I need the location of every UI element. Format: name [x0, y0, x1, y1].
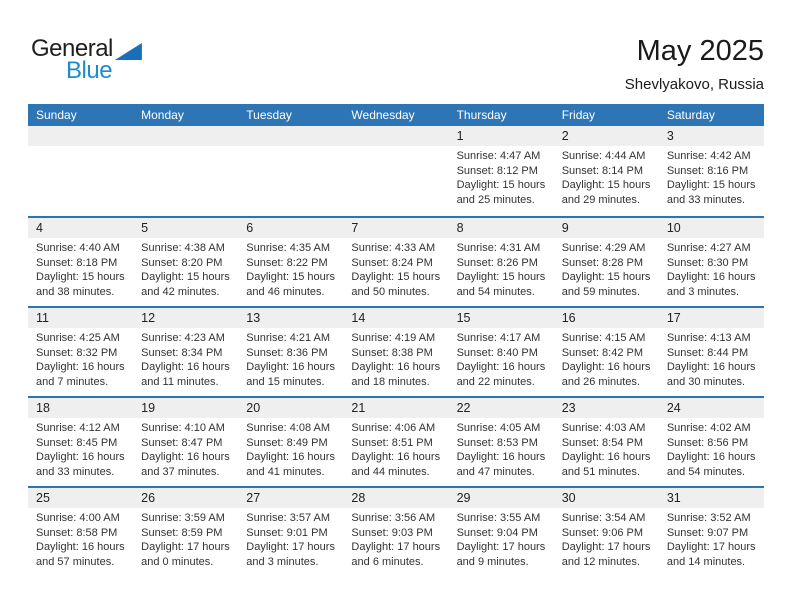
sunrise-text: Sunrise: 4:13 AM [666, 332, 751, 344]
day-cell-24 [659, 398, 764, 486]
day-cell-19 [133, 398, 238, 486]
daylight-text: Daylight: 15 hours and 46 minutes. [246, 271, 335, 298]
sunset-text: Sunset: 8:45 PM [36, 436, 118, 449]
sunset-text: Sunset: 8:38 PM [351, 346, 433, 359]
daylight-text: Daylight: 15 hours and 54 minutes. [456, 271, 546, 298]
daylight-text: Daylight: 16 hours and 51 minutes. [561, 451, 651, 478]
daylight-text: Daylight: 17 hours and 12 minutes. [561, 541, 651, 568]
daylight-text: Daylight: 16 hours and 37 minutes. [141, 451, 230, 478]
day-number: 27 [238, 488, 343, 508]
day-details [238, 328, 343, 389]
sunset-text: Sunset: 8:44 PM [666, 346, 749, 359]
sunrise-text: Sunrise: 3:54 AM [561, 512, 646, 524]
day-number: 25 [28, 488, 133, 508]
day-cell-22 [449, 398, 554, 486]
daylight-text: Daylight: 16 hours and 7 minutes. [36, 361, 125, 388]
logo-text-blue: Blue [66, 57, 113, 84]
sunset-text: Sunset: 9:07 PM [666, 526, 749, 539]
day-number: 8 [449, 218, 554, 238]
day-number: 20 [238, 398, 343, 418]
day-details [449, 238, 554, 299]
day-details [554, 328, 659, 389]
sunset-text: Sunset: 8:34 PM [141, 346, 223, 359]
day-number: 24 [659, 398, 764, 418]
day-details [28, 328, 133, 389]
location-subtitle: Shevlyakovo, Russia [624, 75, 764, 93]
day-cell-empty [343, 126, 448, 216]
daylight-text: Daylight: 15 hours and 29 minutes. [561, 179, 651, 206]
sunrise-text: Sunrise: 4:23 AM [141, 332, 225, 344]
day-number: 18 [28, 398, 133, 418]
day-cell-9 [554, 218, 659, 306]
day-cell-5 [133, 218, 238, 306]
week-row [28, 486, 764, 576]
weekday-header-tuesday: Tuesday [246, 108, 292, 122]
day-cell-12 [133, 308, 238, 396]
sunrise-text: Sunrise: 4:08 AM [246, 422, 331, 434]
day-cell-6 [238, 218, 343, 306]
day-number: 3 [659, 126, 764, 146]
day-details [554, 418, 659, 479]
day-details [449, 146, 554, 207]
day-number: 12 [133, 308, 238, 328]
day-number: 1 [449, 126, 554, 146]
sunrise-text: Sunrise: 4:17 AM [456, 332, 541, 344]
sunset-text: Sunset: 9:01 PM [246, 526, 328, 539]
daylight-text: Daylight: 15 hours and 25 minutes. [456, 179, 546, 206]
daylight-text: Daylight: 16 hours and 54 minutes. [666, 451, 756, 478]
sunset-text: Sunset: 8:18 PM [36, 256, 118, 269]
day-details [28, 238, 133, 299]
sunset-text: Sunset: 8:47 PM [141, 436, 223, 449]
day-details [659, 146, 764, 207]
day-cell-7 [343, 218, 448, 306]
general-blue-logo [31, 37, 142, 83]
day-details [343, 328, 448, 389]
day-cell-10 [659, 218, 764, 306]
day-cell-26 [133, 488, 238, 576]
sunrise-text: Sunrise: 3:59 AM [141, 512, 225, 524]
daylight-text: Daylight: 17 hours and 14 minutes. [666, 541, 756, 568]
day-details [449, 508, 554, 569]
day-details [133, 418, 238, 479]
day-details [28, 418, 133, 479]
day-details [659, 238, 764, 299]
sunrise-text: Sunrise: 4:06 AM [351, 422, 436, 434]
daylight-text: Daylight: 15 hours and 33 minutes. [666, 179, 756, 206]
day-number: 22 [449, 398, 554, 418]
day-number: 17 [659, 308, 764, 328]
day-details [343, 418, 448, 479]
day-number: 14 [343, 308, 448, 328]
sunset-text: Sunset: 8:30 PM [666, 256, 749, 269]
sunrise-text: Sunrise: 4:40 AM [36, 242, 120, 254]
sunset-text: Sunset: 9:03 PM [351, 526, 433, 539]
day-cell-23 [554, 398, 659, 486]
weekday-header-wednesday: Wednesday [351, 108, 415, 122]
day-number: 26 [133, 488, 238, 508]
day-number: 4 [28, 218, 133, 238]
sunrise-text: Sunrise: 4:00 AM [36, 512, 120, 524]
sunset-text: Sunset: 8:12 PM [456, 164, 538, 177]
day-details [659, 328, 764, 389]
day-number [238, 126, 343, 146]
week-row [28, 216, 764, 306]
day-cell-25 [28, 488, 133, 576]
day-number: 9 [554, 218, 659, 238]
sunrise-text: Sunrise: 4:12 AM [36, 422, 120, 434]
sunset-text: Sunset: 8:51 PM [351, 436, 433, 449]
month-title: May 2025 [636, 35, 764, 67]
sunrise-text: Sunrise: 4:02 AM [666, 422, 751, 434]
daylight-text: Daylight: 16 hours and 30 minutes. [666, 361, 756, 388]
daylight-text: Daylight: 15 hours and 38 minutes. [36, 271, 125, 298]
day-number: 13 [238, 308, 343, 328]
calendar-weeks [28, 126, 764, 576]
day-details [343, 146, 448, 149]
week-row [28, 126, 764, 216]
day-details [659, 418, 764, 479]
weekday-header-monday: Monday [141, 108, 184, 122]
sunset-text: Sunset: 8:26 PM [456, 256, 538, 269]
sunset-text: Sunset: 8:24 PM [351, 256, 433, 269]
day-cell-30 [554, 488, 659, 576]
daylight-text: Daylight: 16 hours and 15 minutes. [246, 361, 335, 388]
day-details [554, 238, 659, 299]
day-cell-16 [554, 308, 659, 396]
day-cell-18 [28, 398, 133, 486]
day-details [28, 508, 133, 569]
sunset-text: Sunset: 8:49 PM [246, 436, 328, 449]
weekday-header-thursday: Thursday [456, 108, 507, 122]
day-number [133, 126, 238, 146]
day-cell-8 [449, 218, 554, 306]
day-details [238, 146, 343, 149]
sunrise-text: Sunrise: 4:19 AM [351, 332, 436, 344]
sunrise-text: Sunrise: 4:44 AM [561, 150, 646, 162]
day-cell-21 [343, 398, 448, 486]
weekday-header-saturday: Saturday [666, 108, 715, 122]
sunrise-text: Sunrise: 3:52 AM [666, 512, 751, 524]
day-details [133, 238, 238, 299]
calendar-table [28, 104, 764, 576]
day-cell-28 [343, 488, 448, 576]
sunrise-text: Sunrise: 4:47 AM [456, 150, 541, 162]
day-cell-3 [659, 126, 764, 216]
day-cell-empty [238, 126, 343, 216]
sunrise-text: Sunrise: 4:42 AM [666, 150, 751, 162]
daylight-text: Daylight: 16 hours and 22 minutes. [456, 361, 546, 388]
sunset-text: Sunset: 8:28 PM [561, 256, 644, 269]
sunrise-text: Sunrise: 4:38 AM [141, 242, 225, 254]
daylight-text: Daylight: 16 hours and 33 minutes. [36, 451, 125, 478]
day-details [238, 508, 343, 569]
day-number: 7 [343, 218, 448, 238]
day-cell-empty [133, 126, 238, 216]
sunset-text: Sunset: 8:32 PM [36, 346, 118, 359]
sunrise-text: Sunrise: 4:15 AM [561, 332, 646, 344]
sunset-text: Sunset: 9:04 PM [456, 526, 538, 539]
day-number: 29 [449, 488, 554, 508]
day-cell-29 [449, 488, 554, 576]
daylight-text: Daylight: 17 hours and 9 minutes. [456, 541, 546, 568]
sunset-text: Sunset: 8:59 PM [141, 526, 223, 539]
daylight-text: Daylight: 16 hours and 41 minutes. [246, 451, 335, 478]
sunrise-text: Sunrise: 3:55 AM [456, 512, 541, 524]
sunset-text: Sunset: 8:40 PM [456, 346, 538, 359]
day-number: 31 [659, 488, 764, 508]
day-number [343, 126, 448, 146]
weekday-header-friday: Friday [561, 108, 596, 122]
day-cell-27 [238, 488, 343, 576]
title-block [625, 36, 764, 93]
sunset-text: Sunset: 8:53 PM [456, 436, 538, 449]
sunrise-text: Sunrise: 4:03 AM [561, 422, 646, 434]
sunrise-text: Sunrise: 4:29 AM [561, 242, 646, 254]
daylight-text: Daylight: 16 hours and 26 minutes. [561, 361, 651, 388]
sunrise-text: Sunrise: 4:35 AM [246, 242, 331, 254]
day-number: 30 [554, 488, 659, 508]
sunset-text: Sunset: 8:54 PM [561, 436, 644, 449]
daylight-text: Daylight: 15 hours and 59 minutes. [561, 271, 651, 298]
daylight-text: Daylight: 17 hours and 3 minutes. [246, 541, 335, 568]
day-cell-20 [238, 398, 343, 486]
day-details [28, 146, 133, 149]
daylight-text: Daylight: 15 hours and 50 minutes. [351, 271, 441, 298]
daylight-text: Daylight: 16 hours and 47 minutes. [456, 451, 546, 478]
day-number: 19 [133, 398, 238, 418]
sunrise-text: Sunrise: 4:10 AM [141, 422, 225, 434]
sunset-text: Sunset: 8:42 PM [561, 346, 644, 359]
day-number [28, 126, 133, 146]
day-details [343, 508, 448, 569]
day-details [238, 238, 343, 299]
daylight-text: Daylight: 15 hours and 42 minutes. [141, 271, 230, 298]
day-details [133, 508, 238, 569]
daylight-text: Daylight: 16 hours and 11 minutes. [141, 361, 230, 388]
day-number: 28 [343, 488, 448, 508]
sunset-text: Sunset: 8:56 PM [666, 436, 749, 449]
day-details [554, 508, 659, 569]
logo-text-general: General [31, 35, 113, 62]
sunset-text: Sunset: 9:06 PM [561, 526, 644, 539]
sunrise-text: Sunrise: 4:31 AM [456, 242, 541, 254]
daylight-text: Daylight: 16 hours and 57 minutes. [36, 541, 125, 568]
sunset-text: Sunset: 8:22 PM [246, 256, 328, 269]
day-number: 5 [133, 218, 238, 238]
daylight-text: Daylight: 16 hours and 3 minutes. [666, 271, 756, 298]
sunrise-text: Sunrise: 4:33 AM [351, 242, 436, 254]
sunrise-text: Sunrise: 4:05 AM [456, 422, 541, 434]
day-number: 16 [554, 308, 659, 328]
day-cell-17 [659, 308, 764, 396]
weekday-header-sunday: Sunday [36, 108, 77, 122]
logo-triangle-icon [115, 43, 142, 60]
daylight-text: Daylight: 17 hours and 6 minutes. [351, 541, 441, 568]
day-number: 21 [343, 398, 448, 418]
day-cell-14 [343, 308, 448, 396]
sunset-text: Sunset: 8:16 PM [666, 164, 749, 177]
day-cell-2 [554, 126, 659, 216]
day-number: 23 [554, 398, 659, 418]
daylight-text: Daylight: 16 hours and 18 minutes. [351, 361, 441, 388]
day-cell-4 [28, 218, 133, 306]
day-number: 10 [659, 218, 764, 238]
day-details [449, 328, 554, 389]
day-cell-13 [238, 308, 343, 396]
day-cell-15 [449, 308, 554, 396]
sunrise-text: Sunrise: 4:21 AM [246, 332, 331, 344]
sunset-text: Sunset: 8:20 PM [141, 256, 223, 269]
day-number: 11 [28, 308, 133, 328]
sunrise-text: Sunrise: 3:56 AM [351, 512, 436, 524]
day-details [133, 328, 238, 389]
day-details [449, 418, 554, 479]
day-number: 15 [449, 308, 554, 328]
week-row [28, 306, 764, 396]
sunset-text: Sunset: 8:36 PM [246, 346, 328, 359]
weekday-header-row [28, 104, 764, 126]
day-cell-11 [28, 308, 133, 396]
day-details [659, 508, 764, 569]
day-number: 2 [554, 126, 659, 146]
day-number: 6 [238, 218, 343, 238]
day-cell-31 [659, 488, 764, 576]
sunset-text: Sunset: 8:58 PM [36, 526, 118, 539]
day-cell-empty [28, 126, 133, 216]
week-row [28, 396, 764, 486]
sunrise-text: Sunrise: 3:57 AM [246, 512, 331, 524]
sunrise-text: Sunrise: 4:25 AM [36, 332, 120, 344]
day-details [554, 146, 659, 207]
daylight-text: Daylight: 17 hours and 0 minutes. [141, 541, 230, 568]
sunset-text: Sunset: 8:14 PM [561, 164, 644, 177]
day-cell-1 [449, 126, 554, 216]
day-details [238, 418, 343, 479]
daylight-text: Daylight: 16 hours and 44 minutes. [351, 451, 441, 478]
sunrise-text: Sunrise: 4:27 AM [666, 242, 751, 254]
day-details [343, 238, 448, 299]
day-details [133, 146, 238, 149]
